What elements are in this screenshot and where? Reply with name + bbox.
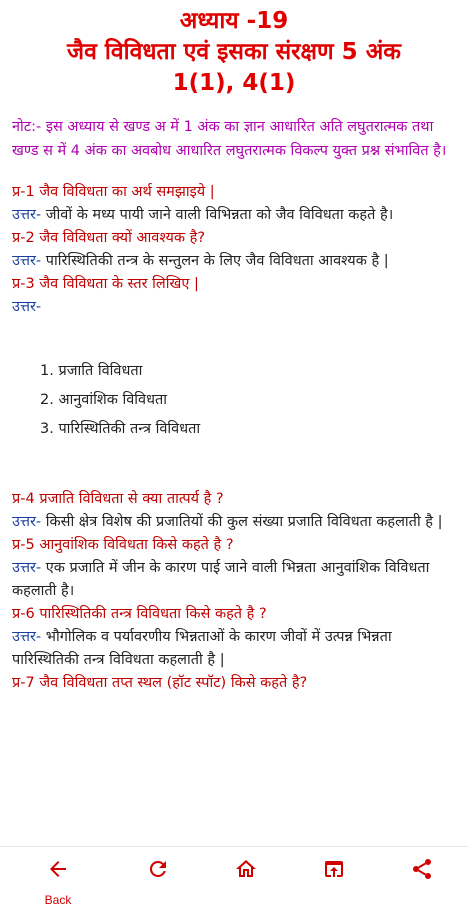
refresh-button[interactable] <box>134 853 182 901</box>
list-item: 1. प्रजाति विविधता <box>40 363 143 379</box>
answer <box>12 557 456 603</box>
question: प्र-5 आनुवांशिक विविधता किसे कहते है ? <box>12 537 234 553</box>
qa-item <box>12 273 456 319</box>
back-arrow-icon <box>46 857 70 881</box>
question: प्र-3 जैव विविधता के स्तर लिखिए | <box>12 276 199 292</box>
share-icon <box>410 857 434 881</box>
qa-item <box>12 488 456 534</box>
answer-label: उत्तर- <box>12 253 42 269</box>
answer-label: उत्तर- <box>12 207 42 223</box>
answer-text: एक प्रजाति में जीन के कारण पाई जाने वाली भिन्नता आनुवांशिक विविधता कहलाती है। <box>12 560 430 599</box>
chapter-number: अध्याय -19 <box>179 8 289 34</box>
list-item: 3. पारिस्थितिकी तन्त्र विविधता <box>40 421 201 437</box>
home-button[interactable] <box>222 853 270 901</box>
note-text: नोट:- इस अध्याय से खण्ड अ में 1 अंक का ज्ञान आधारित अति लघुतरात्मक तथा खण्ड स में 4 अंक का अवबोध आधारित लघुतरात्मक विकल्प युक्त प्रश्न संभावित है। <box>12 119 447 159</box>
answer <box>12 250 456 273</box>
back-label: Back <box>44 893 72 907</box>
answer <box>12 626 456 672</box>
marks-distribution: 1(1), 4(1) <box>172 70 296 96</box>
back-button[interactable] <box>34 853 82 907</box>
answer-text: भौगोलिक व पर्यावरणीय भिन्नताओं के कारण जीवों में उत्पन्न भिन्नता पारिस्थितिकी तन्त्र विविधता कहलाती है | <box>12 629 392 668</box>
list-item: 2. आनुवांशिक विविधता <box>40 392 168 408</box>
answer-text: जीवों के मध्य पायी जाने वाली विभिन्नता को जैव विविधता कहते है। <box>41 207 394 223</box>
question: प्र-4 प्रजाति विविधता से क्या तात्पर्य है ? <box>12 491 224 507</box>
qa-item <box>12 672 456 695</box>
qa-section-1 <box>12 181 456 319</box>
qa-section-2 <box>12 488 456 695</box>
answer-text: पारिस्थितिकी तन्त्र के सन्तुलन के लिए जैव विविधता आवश्यक है | <box>41 253 389 269</box>
chapter-title <box>8 6 460 99</box>
question: प्र-2 जैव विविधता क्यों आवश्यक है? <box>12 230 206 246</box>
answer-label: उत्तर- <box>12 514 42 530</box>
answer <box>12 204 456 227</box>
question: प्र-6 पारिस्थितिकी तन्त्र विविधता किसे कहते है ? <box>12 606 267 622</box>
bottom-navigation-bar <box>0 846 468 907</box>
answer <box>12 296 456 319</box>
qa-item <box>12 534 456 603</box>
qa-item <box>12 603 456 672</box>
question: प्र-7 जैव विविधता तप्त स्थल (हॉट स्पॉट) किसे कहते है? <box>12 675 308 691</box>
share-button[interactable] <box>398 853 446 901</box>
open-in-button[interactable] <box>310 853 358 901</box>
answer <box>12 511 456 534</box>
chapter-name: जैव विविधता एवं इसका संरक्षण 5 अंक <box>67 39 401 65</box>
open-in-icon <box>322 857 346 881</box>
question: प्र-1 जैव विविधता का अर्थ समझाइये | <box>12 184 215 200</box>
qa-item <box>12 227 456 273</box>
answer-text: किसी क्षेत्र विशेष की प्रजातियों की कुल संख्या प्रजाति विविधता कहलाती है | <box>41 514 443 530</box>
refresh-icon <box>146 857 170 881</box>
qa-item <box>12 181 456 227</box>
answer-label: उत्तर- <box>12 629 42 645</box>
home-icon <box>234 857 258 881</box>
answer-label: उत्तर- <box>12 299 42 315</box>
answer-label: उत्तर- <box>12 560 42 576</box>
biodiversity-levels-list <box>40 357 468 444</box>
